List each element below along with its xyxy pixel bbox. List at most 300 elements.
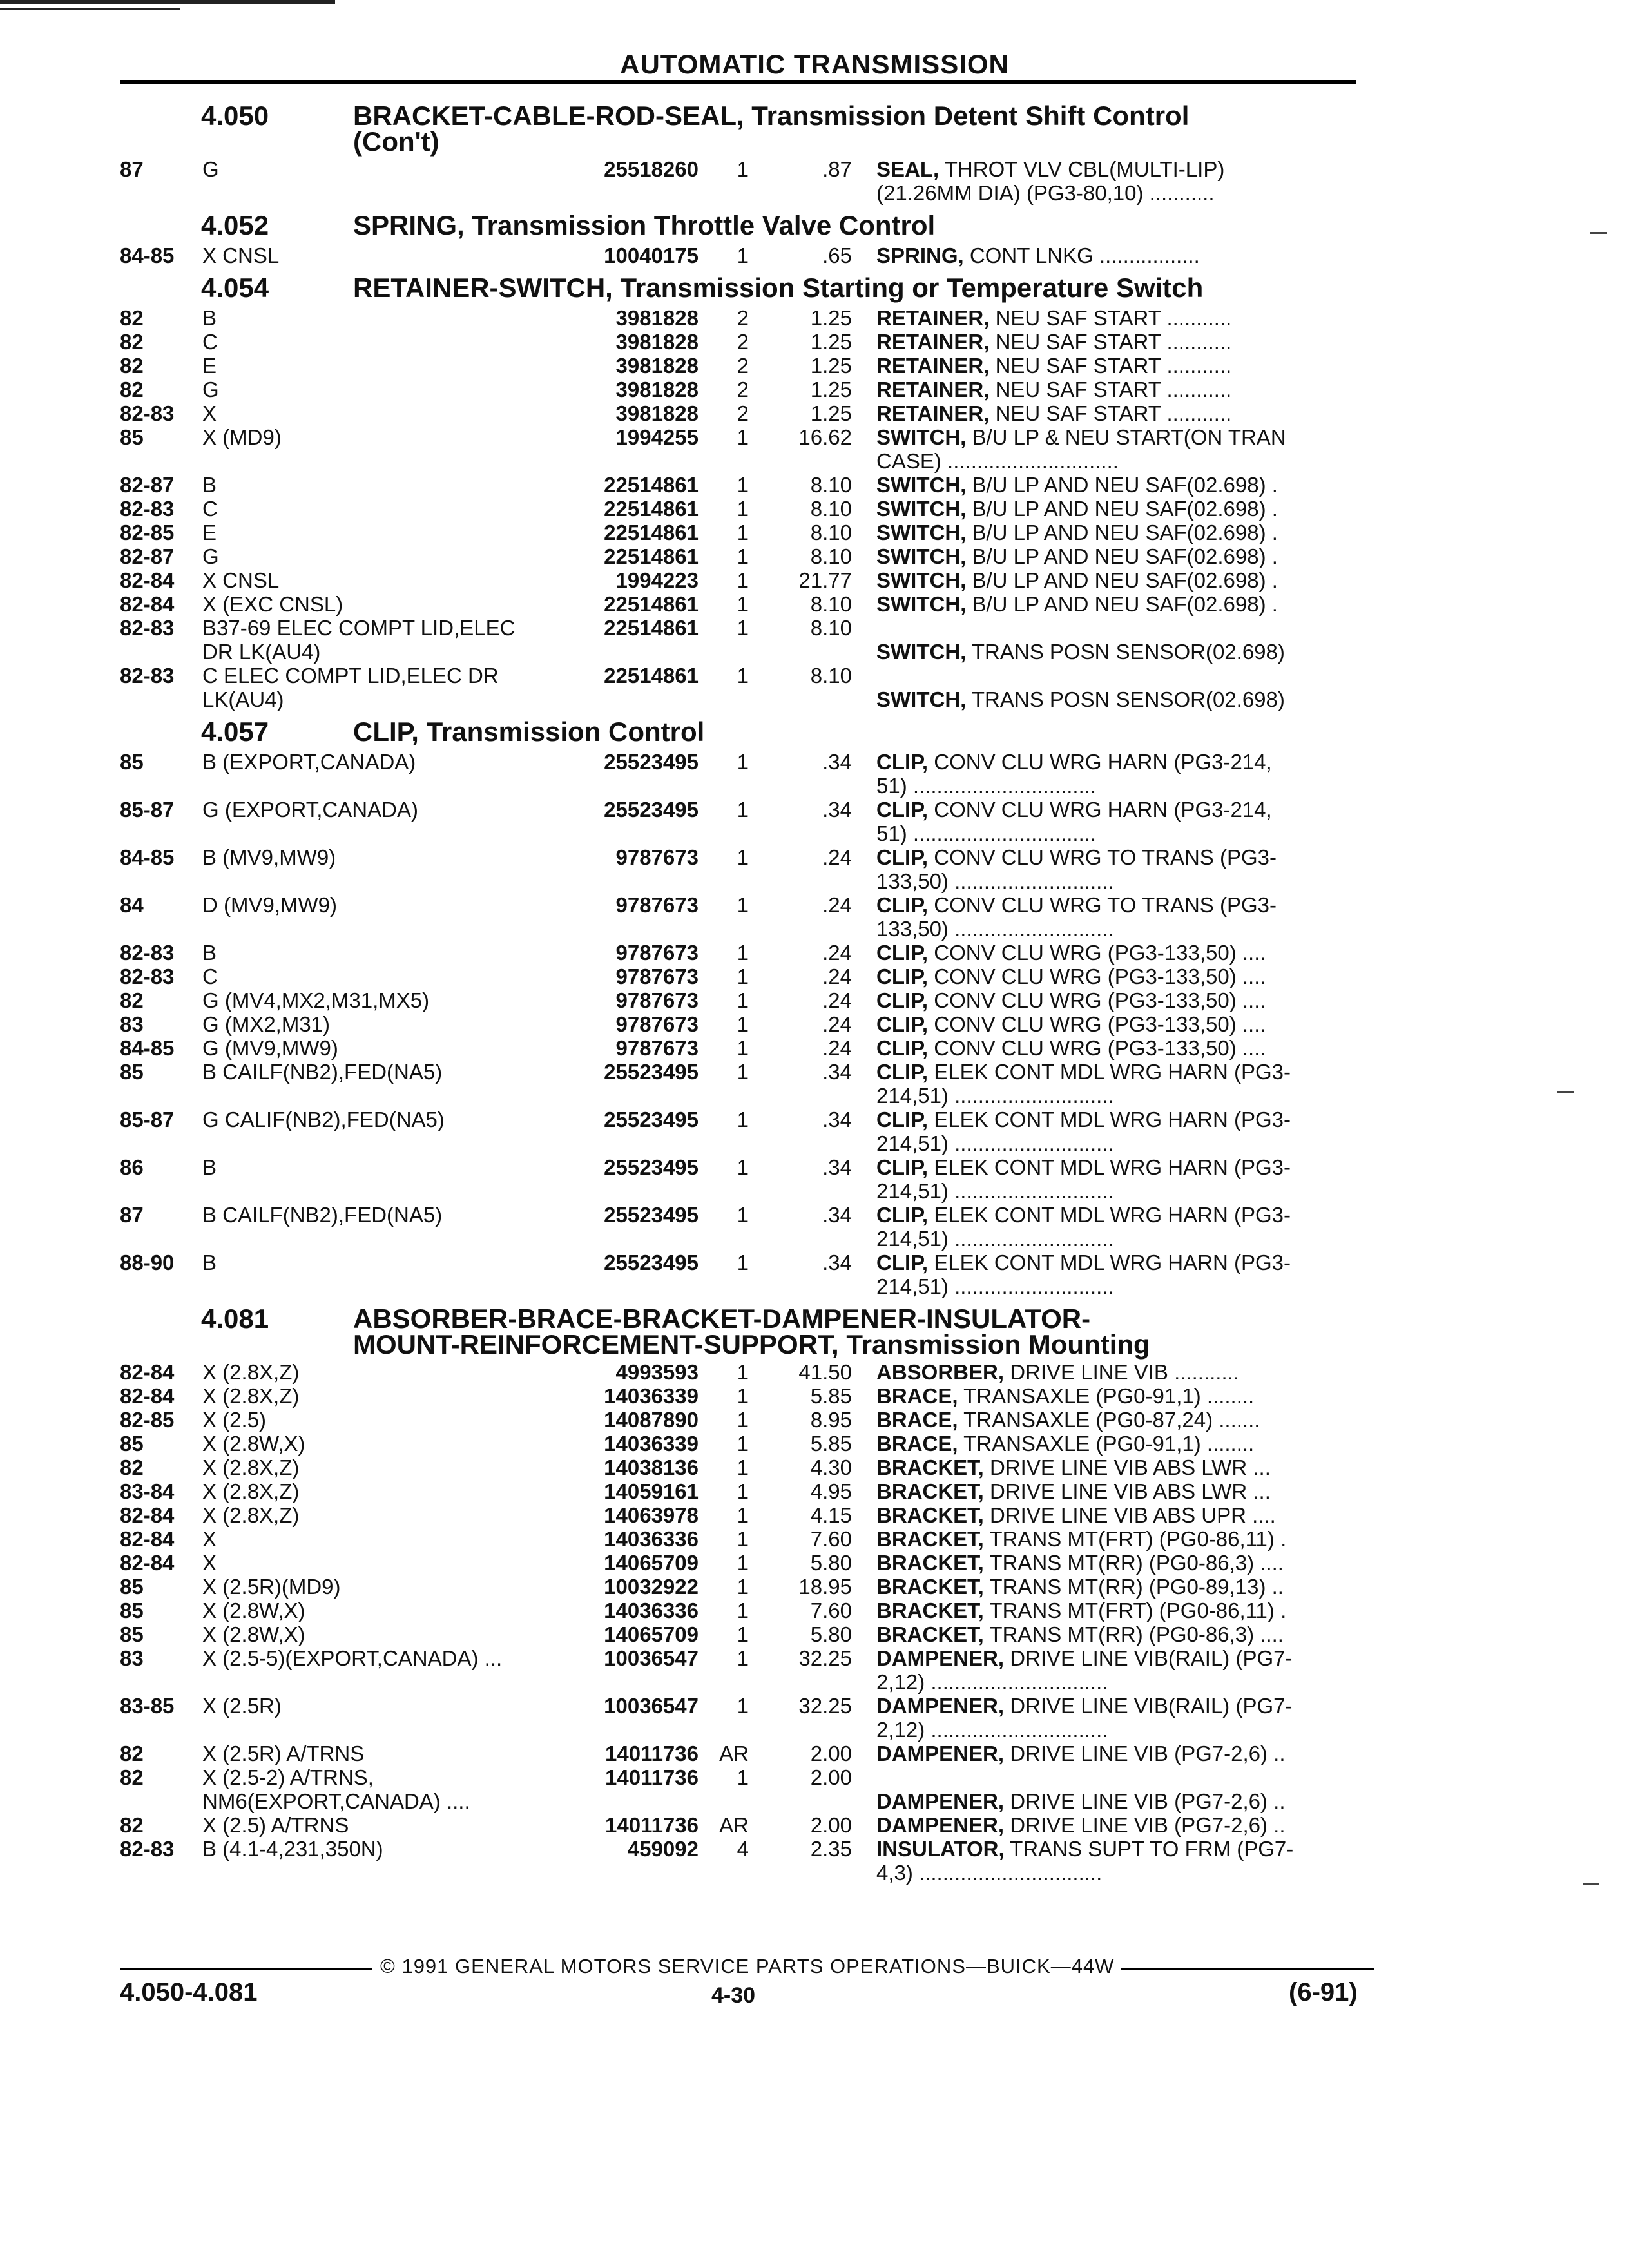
year-cell: 85 bbox=[120, 1622, 144, 1646]
section-heading bbox=[120, 273, 1364, 303]
model-cell: X (2.8X,Z) bbox=[202, 1456, 300, 1479]
description-noun: BRACKET, bbox=[876, 1456, 984, 1479]
quantity-cell: 1 bbox=[737, 1012, 749, 1036]
footer-rule-right bbox=[1121, 1968, 1374, 1970]
part-number-cell: 25523495 bbox=[604, 750, 699, 774]
margin-mark bbox=[1557, 1091, 1574, 1093]
part-number-cell: 14036336 bbox=[604, 1599, 699, 1622]
table-row bbox=[120, 1456, 1364, 1479]
year-cell: 82 bbox=[120, 330, 144, 354]
footer-page-number: 4-30 bbox=[711, 1983, 756, 2008]
description-cell bbox=[852, 157, 1364, 205]
description-text: CONV CLU WRG HARN (PG3-214, 51) ............................... bbox=[876, 750, 1272, 798]
description-text: B/U LP AND NEU SAF(02.698) . bbox=[966, 521, 1278, 544]
quantity-cell: 4 bbox=[737, 1837, 749, 1861]
description-text: TRANSAXLE (PG0-91,1) ........ bbox=[958, 1384, 1255, 1408]
section-title: ABSORBER-BRACE-BRACKET-DAMPENER-INSULATOR- MOUNT-REINFORCEMENT-SUPPORT, Transmission Mounting bbox=[353, 1303, 1150, 1360]
model-cell: X (2.5-2) A/TRNS, NM6(EXPORT,CANADA) .... bbox=[202, 1765, 470, 1813]
part-number-cell: 9787673 bbox=[615, 1012, 699, 1036]
table-row bbox=[120, 1837, 1364, 1885]
description-noun: BRACE, bbox=[876, 1384, 958, 1408]
price-cell: .34 bbox=[822, 798, 852, 822]
model-cell: G bbox=[202, 544, 219, 568]
description-text: ELEK CONT MDL WRG HARN (PG3- 214,51) ........................... bbox=[876, 1108, 1291, 1155]
part-number-cell: 9787673 bbox=[615, 893, 699, 917]
description-text: DRIVE LINE VIB ABS LWR ... bbox=[983, 1456, 1271, 1479]
parts-catalog-listing bbox=[120, 95, 1364, 1951]
quantity-cell: 1 bbox=[737, 1060, 749, 1084]
price-cell: 1.25 bbox=[810, 401, 852, 425]
description-text: DRIVE LINE VIB ........... bbox=[1004, 1360, 1239, 1384]
model-cell: C ELEC COMPT LID,ELEC DR LK(AU4) bbox=[202, 664, 499, 711]
description-noun: SWITCH, bbox=[876, 640, 967, 664]
description-noun: RETAINER, bbox=[876, 306, 990, 330]
description-cell bbox=[852, 1479, 1364, 1503]
year-cell: 83-84 bbox=[120, 1479, 175, 1503]
quantity-cell: 1 bbox=[737, 1575, 749, 1599]
year-cell: 82 bbox=[120, 354, 144, 378]
table-row bbox=[120, 1742, 1364, 1765]
price-cell: .24 bbox=[822, 893, 852, 917]
price-cell: 7.60 bbox=[810, 1599, 852, 1622]
year-cell: 82 bbox=[120, 306, 144, 330]
description-text: TRANS SUPT TO FRM (PG7- 4,3) ............................... bbox=[876, 1837, 1294, 1885]
model-cell: X (2.5R) A/TRNS bbox=[202, 1742, 365, 1765]
quantity-cell: 1 bbox=[737, 1432, 749, 1456]
description-text: DRIVE LINE VIB (PG7-2,6) .. bbox=[1004, 1813, 1286, 1837]
price-cell: .24 bbox=[822, 988, 852, 1012]
table-row bbox=[120, 244, 1364, 267]
part-number-cell: 10032922 bbox=[604, 1575, 699, 1599]
table-row bbox=[120, 1060, 1364, 1108]
description-cell bbox=[852, 1622, 1364, 1646]
model-cell: G (MV9,MW9) bbox=[202, 1036, 338, 1060]
footer-copyright: © 1991 GENERAL MOTORS SERVICE PARTS OPERATIONS—BUICK—44W bbox=[380, 1955, 1115, 1977]
model-cell: X (2.5R) bbox=[202, 1694, 282, 1718]
model-cell: B bbox=[202, 306, 217, 330]
section-heading bbox=[120, 210, 1364, 241]
part-number-cell: 14036336 bbox=[604, 1527, 699, 1551]
model-cell: G bbox=[202, 157, 219, 181]
table-row bbox=[120, 1765, 1364, 1813]
part-number-cell: 14036339 bbox=[604, 1432, 699, 1456]
price-cell: 41.50 bbox=[798, 1360, 852, 1384]
description-cell bbox=[852, 1108, 1364, 1155]
model-cell: C bbox=[202, 965, 218, 988]
description-text: DRIVE LINE VIB(RAIL) (PG7- 2,12) .............................. bbox=[876, 1694, 1293, 1742]
section-number: 4.081 bbox=[201, 1303, 269, 1334]
part-number-cell: 22514861 bbox=[604, 616, 699, 640]
year-cell: 82-85 bbox=[120, 1408, 175, 1432]
description-noun: BRACE, bbox=[876, 1408, 958, 1432]
table-row bbox=[120, 1432, 1364, 1456]
price-cell: 8.10 bbox=[810, 664, 852, 687]
price-cell: .24 bbox=[822, 965, 852, 988]
description-text: DRIVE LINE VIB (PG7-2,6) .. bbox=[1004, 1742, 1286, 1765]
description-text: CONV CLU WRG HARN (PG3-214, 51) ............................... bbox=[876, 798, 1272, 845]
price-cell: 8.10 bbox=[810, 544, 852, 568]
model-cell: G bbox=[202, 378, 219, 401]
table-row bbox=[120, 1622, 1364, 1646]
description-text: TRANS POSN SENSOR(02.698) bbox=[966, 687, 1285, 711]
table-row bbox=[120, 988, 1364, 1012]
price-cell: 4.30 bbox=[810, 1456, 852, 1479]
quantity-cell: 1 bbox=[737, 1646, 749, 1670]
section-heading bbox=[120, 716, 1364, 747]
model-cell: B bbox=[202, 941, 217, 965]
description-noun: CLIP, bbox=[876, 1203, 929, 1227]
section-number: 4.054 bbox=[201, 273, 269, 303]
table-row bbox=[120, 1384, 1364, 1408]
description-noun: SWITCH, bbox=[876, 687, 967, 711]
description-noun: SWITCH, bbox=[876, 592, 967, 616]
description-noun: SWITCH, bbox=[876, 473, 967, 497]
description-cell bbox=[852, 1503, 1364, 1527]
price-cell: 21.77 bbox=[798, 568, 852, 592]
quantity-cell: 1 bbox=[737, 1384, 749, 1408]
description-noun: RETAINER, bbox=[876, 354, 990, 378]
part-number-cell: 25523495 bbox=[604, 1060, 699, 1084]
year-cell: 85-87 bbox=[120, 798, 175, 822]
table-row bbox=[120, 1813, 1364, 1837]
description-noun: CLIP, bbox=[876, 965, 929, 988]
part-number-cell: 3981828 bbox=[615, 330, 699, 354]
description-cell bbox=[852, 544, 1364, 568]
price-cell: 4.95 bbox=[810, 1479, 852, 1503]
model-cell: X (2.5R)(MD9) bbox=[202, 1575, 341, 1599]
description-text: B/U LP AND NEU SAF(02.698) . bbox=[966, 497, 1278, 521]
year-cell: 82-83 bbox=[120, 941, 175, 965]
model-cell: X (2.8X,Z) bbox=[202, 1479, 300, 1503]
part-number-cell: 22514861 bbox=[604, 521, 699, 544]
price-cell: .87 bbox=[822, 157, 852, 181]
description-cell bbox=[852, 473, 1364, 497]
footer-revision-date: (6-91) bbox=[1289, 1978, 1358, 2006]
model-cell: X (2.8X,Z) bbox=[202, 1360, 300, 1384]
description-text: CONV CLU WRG (PG3-133,50) .... bbox=[928, 941, 1266, 965]
year-cell: 85 bbox=[120, 1432, 144, 1456]
description-text: CONV CLU WRG TO TRANS (PG3- 133,50) ........................... bbox=[876, 845, 1277, 893]
description-cell bbox=[852, 664, 1364, 711]
quantity-cell: 1 bbox=[737, 544, 749, 568]
description-text: CONV CLU WRG (PG3-133,50) .... bbox=[928, 965, 1266, 988]
price-cell: 1.25 bbox=[810, 354, 852, 378]
year-cell: 85 bbox=[120, 1060, 144, 1084]
description-text: NEU SAF START ........... bbox=[989, 330, 1232, 354]
part-number-cell: 3981828 bbox=[615, 378, 699, 401]
description-text: NEU SAF START ........... bbox=[989, 378, 1232, 401]
quantity-cell: 1 bbox=[737, 244, 749, 267]
section-title: RETAINER-SWITCH, Transmission Starting or Temperature Switch bbox=[353, 273, 1204, 303]
model-cell: X (2.5-5)(EXPORT,CANADA) ... bbox=[202, 1646, 503, 1670]
description-cell bbox=[852, 750, 1364, 798]
price-cell: .34 bbox=[822, 1108, 852, 1131]
description-cell bbox=[852, 1251, 1364, 1298]
description-text: TRANSAXLE (PG0-91,1) ........ bbox=[958, 1432, 1255, 1456]
quantity-cell: 1 bbox=[737, 988, 749, 1012]
quantity-cell: 1 bbox=[737, 1203, 749, 1227]
top-edge-rule-thin bbox=[0, 8, 180, 10]
description-noun: DAMPENER, bbox=[876, 1789, 1005, 1813]
description-noun: ABSORBER, bbox=[876, 1360, 1005, 1384]
description-noun: CLIP, bbox=[876, 1108, 929, 1131]
description-noun: BRACKET, bbox=[876, 1622, 984, 1646]
description-text: DRIVE LINE VIB (PG7-2,6) .. bbox=[1004, 1789, 1286, 1813]
table-row bbox=[120, 616, 1364, 664]
year-cell: 82 bbox=[120, 1813, 144, 1837]
price-cell: .34 bbox=[822, 1203, 852, 1227]
quantity-cell: 2 bbox=[737, 330, 749, 354]
description-noun: CLIP, bbox=[876, 1251, 929, 1274]
year-cell: 82-83 bbox=[120, 401, 175, 425]
quantity-cell: 1 bbox=[737, 1036, 749, 1060]
year-cell: 82-84 bbox=[120, 1503, 175, 1527]
description-noun: BRACKET, bbox=[876, 1479, 984, 1503]
description-noun: SWITCH, bbox=[876, 544, 967, 568]
price-cell: .24 bbox=[822, 845, 852, 869]
part-number-cell: 9787673 bbox=[615, 1036, 699, 1060]
quantity-cell: 1 bbox=[737, 1360, 749, 1384]
section-title: CLIP, Transmission Control bbox=[353, 716, 705, 747]
table-row bbox=[120, 306, 1364, 330]
price-cell: 5.85 bbox=[810, 1432, 852, 1456]
table-row bbox=[120, 330, 1364, 354]
year-cell: 82-84 bbox=[120, 1384, 175, 1408]
description-text: CONV CLU WRG TO TRANS (PG3- 133,50) ........................... bbox=[876, 893, 1277, 941]
model-cell: G (MV4,MX2,M31,MX5) bbox=[202, 988, 430, 1012]
price-cell: 8.10 bbox=[810, 521, 852, 544]
section-heading bbox=[120, 1303, 1364, 1358]
table-row bbox=[120, 1155, 1364, 1203]
description-cell bbox=[852, 1837, 1364, 1885]
description-noun: BRACKET, bbox=[876, 1551, 984, 1575]
description-cell bbox=[852, 1384, 1364, 1408]
quantity-cell: 1 bbox=[737, 1527, 749, 1551]
table-row bbox=[120, 965, 1364, 988]
description-text: ELEK CONT MDL WRG HARN (PG3- 214,51) ........................... bbox=[876, 1155, 1291, 1203]
description-cell bbox=[852, 425, 1364, 473]
quantity-cell: 2 bbox=[737, 378, 749, 401]
description-cell bbox=[852, 1551, 1364, 1575]
description-cell bbox=[852, 1432, 1364, 1456]
part-number-cell: 4993593 bbox=[615, 1360, 699, 1384]
margin-mark bbox=[1590, 232, 1607, 234]
description-text: ELEK CONT MDL WRG HARN (PG3- 214,51) ........................... bbox=[876, 1251, 1291, 1298]
price-cell: 8.10 bbox=[810, 592, 852, 616]
description-text: B/U LP AND NEU SAF(02.698) . bbox=[966, 544, 1278, 568]
model-cell: X CNSL bbox=[202, 568, 280, 592]
year-cell: 84-85 bbox=[120, 845, 175, 869]
model-cell: X bbox=[202, 1551, 217, 1575]
year-cell: 82-83 bbox=[120, 1837, 175, 1861]
description-noun: SEAL, bbox=[876, 157, 940, 181]
description-noun: DAMPENER, bbox=[876, 1742, 1005, 1765]
part-number-cell: 10036547 bbox=[604, 1646, 699, 1670]
top-edge-rule bbox=[0, 0, 335, 4]
section-number: 4.057 bbox=[201, 716, 269, 747]
description-cell bbox=[852, 1203, 1364, 1251]
quantity-cell: 1 bbox=[737, 592, 749, 616]
table-row bbox=[120, 425, 1364, 473]
description-cell bbox=[852, 401, 1364, 425]
title-rule bbox=[120, 80, 1356, 84]
price-cell: 8.10 bbox=[810, 616, 852, 640]
year-cell: 82-87 bbox=[120, 544, 175, 568]
price-cell: 2.00 bbox=[810, 1813, 852, 1837]
table-row bbox=[120, 1203, 1364, 1251]
quantity-cell: 1 bbox=[737, 965, 749, 988]
description-cell bbox=[852, 1575, 1364, 1599]
model-cell: X (2.8X,Z) bbox=[202, 1384, 300, 1408]
page-title: AUTOMATIC TRANSMISSION bbox=[620, 49, 1009, 79]
part-number-cell: 22514861 bbox=[604, 544, 699, 568]
part-number-cell: 25523495 bbox=[604, 1108, 699, 1131]
model-cell: X (2.8W,X) bbox=[202, 1622, 305, 1646]
description-text: CONV CLU WRG (PG3-133,50) .... bbox=[928, 1012, 1266, 1036]
part-number-cell: 9787673 bbox=[615, 845, 699, 869]
year-cell: 82-84 bbox=[120, 1527, 175, 1551]
description-noun: DAMPENER, bbox=[876, 1646, 1005, 1670]
description-text: B/U LP AND NEU SAF(02.698) . bbox=[966, 592, 1278, 616]
description-noun: DAMPENER, bbox=[876, 1694, 1005, 1718]
price-cell: 8.10 bbox=[810, 473, 852, 497]
quantity-cell: 1 bbox=[737, 497, 749, 521]
section-heading bbox=[120, 101, 1364, 155]
price-cell: 2.35 bbox=[810, 1837, 852, 1861]
description-noun: CLIP, bbox=[876, 893, 929, 917]
part-number-cell: 10040175 bbox=[604, 244, 699, 267]
description-noun: DAMPENER, bbox=[876, 1813, 1005, 1837]
part-number-cell: 25518260 bbox=[604, 157, 699, 181]
price-cell: .24 bbox=[822, 941, 852, 965]
description-text: TRANS MT(RR) (PG0-86,3) .... bbox=[983, 1551, 1284, 1575]
part-number-cell: 3981828 bbox=[615, 306, 699, 330]
price-cell: 2.00 bbox=[810, 1765, 852, 1789]
description-noun: BRACKET, bbox=[876, 1527, 984, 1551]
description-cell bbox=[852, 497, 1364, 521]
price-cell: 18.95 bbox=[798, 1575, 852, 1599]
year-cell: 86 bbox=[120, 1155, 144, 1179]
description-cell bbox=[852, 798, 1364, 845]
year-cell: 82-87 bbox=[120, 473, 175, 497]
year-cell: 82-83 bbox=[120, 497, 175, 521]
description-noun: RETAINER, bbox=[876, 378, 990, 401]
description-noun: BRACKET, bbox=[876, 1599, 984, 1622]
quantity-cell: 1 bbox=[737, 1599, 749, 1622]
part-number-cell: 22514861 bbox=[604, 473, 699, 497]
quantity-cell: AR bbox=[719, 1742, 749, 1765]
part-number-cell: 25523495 bbox=[604, 1251, 699, 1274]
model-cell: C bbox=[202, 497, 218, 521]
description-text: B/U LP & NEU START(ON TRAN CASE) ............................. bbox=[876, 425, 1286, 473]
part-number-cell: 459092 bbox=[627, 1837, 699, 1861]
part-number-cell: 10036547 bbox=[604, 1694, 699, 1718]
part-number-cell: 14011736 bbox=[604, 1742, 699, 1765]
price-cell: .65 bbox=[822, 244, 852, 267]
model-cell: B (EXPORT,CANADA) bbox=[202, 750, 416, 774]
description-cell bbox=[852, 378, 1364, 401]
part-number-cell: 9787673 bbox=[615, 988, 699, 1012]
year-cell: 88-90 bbox=[120, 1251, 175, 1274]
description-cell bbox=[852, 1456, 1364, 1479]
price-cell: 1.25 bbox=[810, 378, 852, 401]
description-cell bbox=[852, 965, 1364, 988]
description-cell bbox=[852, 568, 1364, 592]
year-cell: 85 bbox=[120, 750, 144, 774]
table-row bbox=[120, 750, 1364, 798]
description-cell bbox=[852, 616, 1364, 664]
description-cell bbox=[852, 845, 1364, 893]
quantity-cell: 1 bbox=[737, 521, 749, 544]
table-row bbox=[120, 1503, 1364, 1527]
description-noun: SPRING, bbox=[876, 244, 964, 267]
description-cell bbox=[852, 1155, 1364, 1203]
description-noun: SWITCH, bbox=[876, 497, 967, 521]
description-cell bbox=[852, 306, 1364, 330]
price-cell: 32.25 bbox=[798, 1646, 852, 1670]
table-row bbox=[120, 845, 1364, 893]
section-title: BRACKET-CABLE-ROD-SEAL, Transmission Detent Shift Control (Con't) bbox=[353, 101, 1190, 157]
quantity-cell: 2 bbox=[737, 306, 749, 330]
description-cell bbox=[852, 354, 1364, 378]
description-text: DRIVE LINE VIB(RAIL) (PG7- 2,12) .............................. bbox=[876, 1646, 1293, 1694]
price-cell: .34 bbox=[822, 1060, 852, 1084]
year-cell: 84 bbox=[120, 893, 144, 917]
table-row bbox=[120, 664, 1364, 711]
year-cell: 85-87 bbox=[120, 1108, 175, 1131]
part-number-cell: 14065709 bbox=[604, 1622, 699, 1646]
year-cell: 82-83 bbox=[120, 664, 175, 687]
year-cell: 82 bbox=[120, 378, 144, 401]
quantity-cell: AR bbox=[719, 1813, 749, 1837]
description-noun: CLIP, bbox=[876, 750, 929, 774]
description-cell bbox=[852, 1527, 1364, 1551]
footer-rule-left bbox=[120, 1968, 372, 1970]
table-row bbox=[120, 157, 1364, 205]
description-text: THROT VLV CBL(MULTI-LIP) (21.26MM DIA) (PG3-80,10) ........... bbox=[876, 157, 1225, 205]
price-cell: 2.00 bbox=[810, 1742, 852, 1765]
description-cell bbox=[852, 893, 1364, 941]
description-cell bbox=[852, 1646, 1364, 1694]
description-text: B/U LP AND NEU SAF(02.698) . bbox=[966, 568, 1278, 592]
price-cell: .24 bbox=[822, 1036, 852, 1060]
year-cell: 83 bbox=[120, 1012, 144, 1036]
description-text: NEU SAF START ........... bbox=[989, 306, 1232, 330]
table-row bbox=[120, 941, 1364, 965]
year-cell: 82-84 bbox=[120, 1551, 175, 1575]
description-text: NEU SAF START ........... bbox=[989, 401, 1232, 425]
year-cell: 82-83 bbox=[120, 965, 175, 988]
description-noun: CLIP, bbox=[876, 1155, 929, 1179]
description-noun: BRACE, bbox=[876, 1432, 958, 1456]
table-row bbox=[120, 798, 1364, 845]
description-cell bbox=[852, 941, 1364, 965]
model-cell: B CAILF(NB2),FED(NA5) bbox=[202, 1060, 443, 1084]
price-cell: .34 bbox=[822, 750, 852, 774]
part-number-cell: 14063978 bbox=[604, 1503, 699, 1527]
description-cell bbox=[852, 1599, 1364, 1622]
table-row bbox=[120, 1694, 1364, 1742]
section-number: 4.050 bbox=[201, 101, 269, 131]
price-cell: 5.80 bbox=[810, 1622, 852, 1646]
model-cell: X bbox=[202, 1527, 217, 1551]
table-row bbox=[120, 1408, 1364, 1432]
description-cell bbox=[852, 1060, 1364, 1108]
description-cell bbox=[852, 988, 1364, 1012]
price-cell: 4.15 bbox=[810, 1503, 852, 1527]
description-noun: BRACKET, bbox=[876, 1575, 984, 1599]
description-cell bbox=[852, 1408, 1364, 1432]
